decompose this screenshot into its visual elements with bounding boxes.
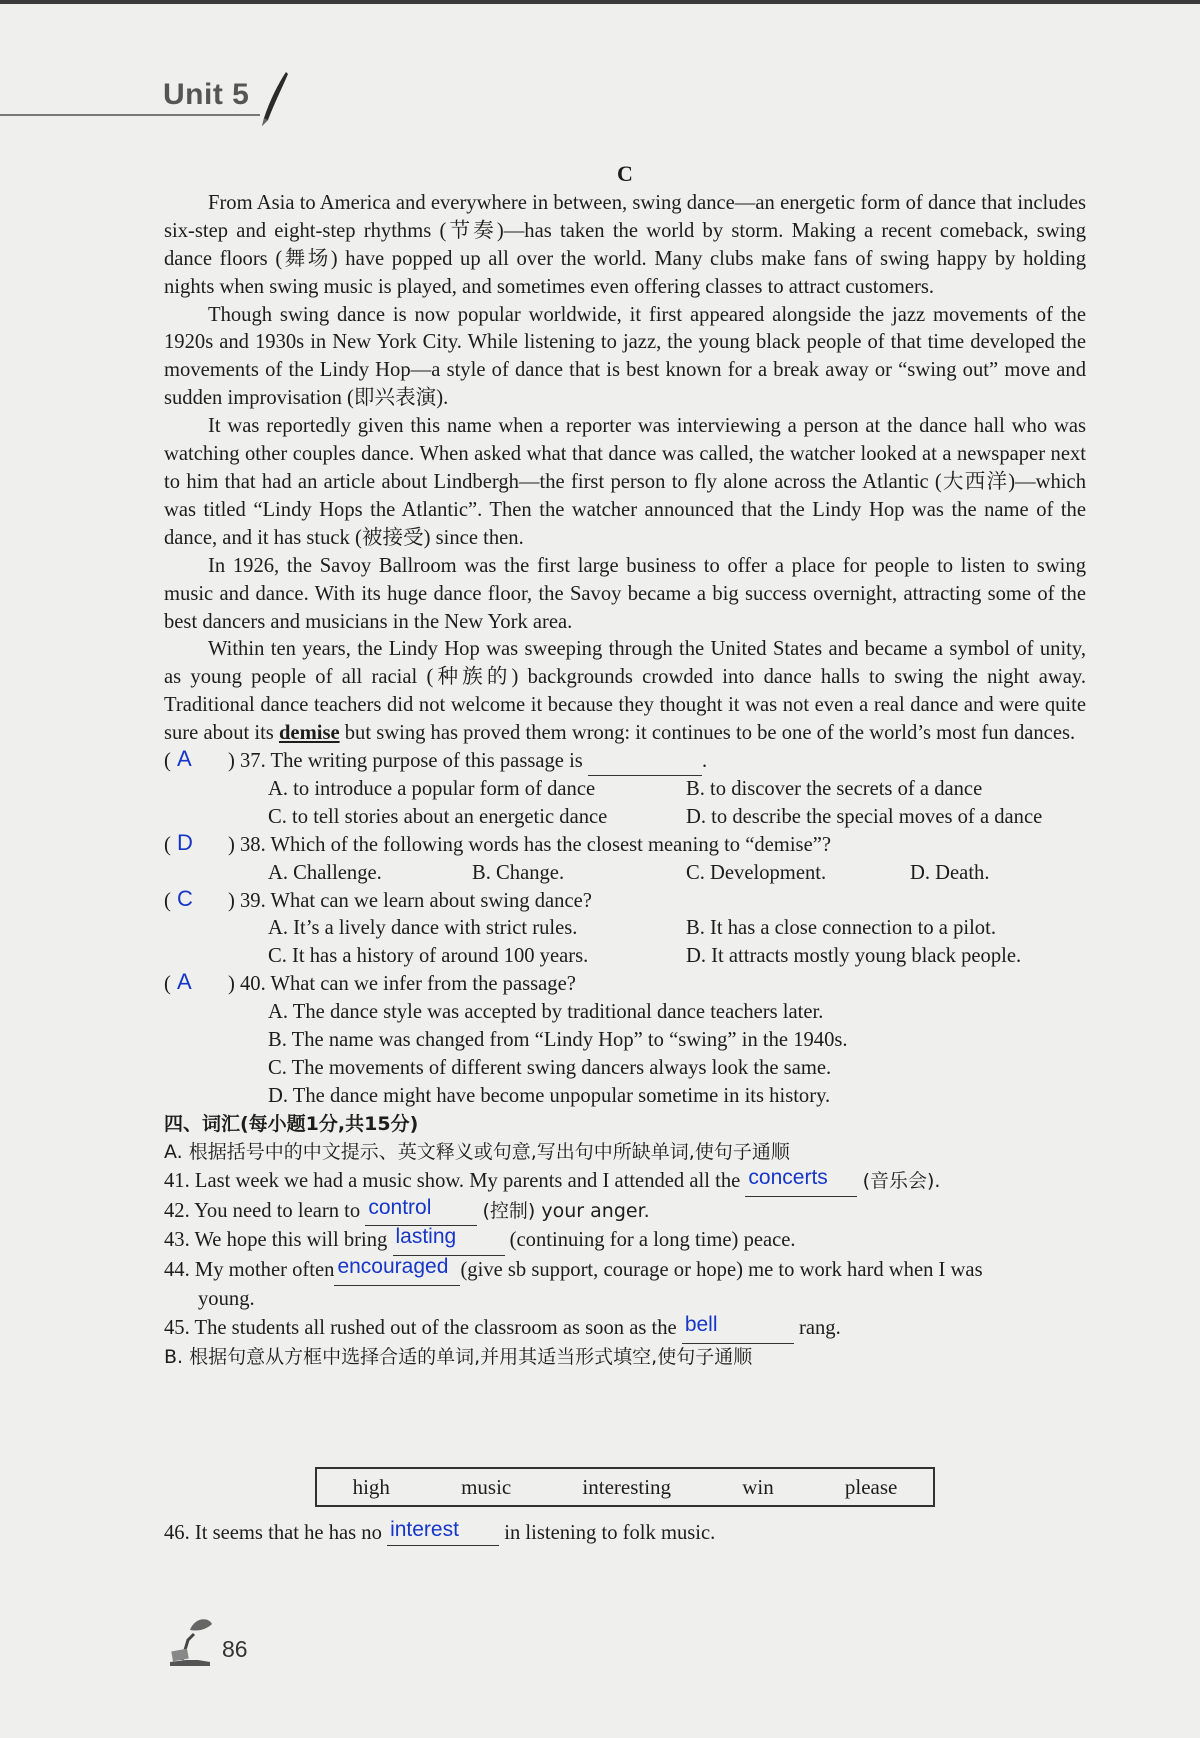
vocab-item-41: 41. Last week we had a music show. My parents and I attended all the concerts (音乐会). xyxy=(164,1167,1086,1197)
option-d: D. Death. xyxy=(910,861,990,884)
answer-blank xyxy=(365,1197,477,1227)
option-c: C. It has a history of around 100 years. xyxy=(268,945,589,968)
question-38 xyxy=(164,829,1086,888)
keyword-demise: demise xyxy=(278,722,340,745)
paragraph-2: Though swing dance is now popular worldwide, it first appeared alongside the jazz movements of the 1920s and 1930s in New York City. While listening to jazz, the young black people of that time developed the movements of the Lindy Hop—a style of dance that is best known for a break away or “swing out” move and sudden improvisation (即兴表演). xyxy=(164,303,1086,410)
handwritten-answer: concerts xyxy=(748,1165,828,1189)
option-c: C. The movements of different swing dancers always look the same. xyxy=(268,1057,832,1079)
paragraph-5 xyxy=(164,636,1086,748)
option-b: B. to discover the secrets of a dance xyxy=(686,777,983,800)
handwritten-answer: C xyxy=(177,885,193,911)
option-a: A. The dance style was accepted by traditional dance teachers later. xyxy=(268,1001,824,1024)
answer-blank xyxy=(588,753,702,776)
answer-blank xyxy=(334,1256,460,1286)
question-39 xyxy=(164,885,1086,972)
vocab-item-44: 44. My mother often encouraged (give sb support, courage or hope) me to work hard when I was young. xyxy=(164,1255,983,1311)
handwritten-answer: lasting xyxy=(395,1225,457,1249)
question-40 xyxy=(164,971,1086,1111)
question-stem: What can we infer from the passage? xyxy=(270,973,576,996)
word-box xyxy=(315,1467,935,1507)
question-number: ) 40. xyxy=(228,973,266,996)
option-d: D. It attracts mostly young black people. xyxy=(686,945,1022,968)
option-b: B. The name was changed from “Lindy Hop” to “swing” in the 1940s. xyxy=(268,1029,848,1052)
paragraph-1: From Asia to America and everywhere in between, swing dance—an energetic form of dance that includes six-step and eight-step rhythms (节奏)—has taken the world by storm. Making a recent comeback, swing dance floors (舞场) have popped up all over the world. Many clubs make fans of swing happy by holding nights when swing music is played, and sometimes even offering classes to attract customers. xyxy=(164,191,1086,298)
handwritten-answer: interest xyxy=(390,1518,459,1541)
handwritten-answer: D xyxy=(177,829,193,855)
vocab-item-45: 45. The students all rushed out of the classroom as soon as the bell rang. xyxy=(164,1314,1086,1344)
vocab-item-46: 46. It seems that he has no interest in listening to folk music. xyxy=(164,1518,716,1544)
handwritten-answer: A xyxy=(177,746,192,772)
word-box-item: music xyxy=(461,1474,512,1499)
section-title: C xyxy=(617,161,633,186)
option-b: B. It has a close connection to a pilot. xyxy=(686,917,996,940)
answer-blank xyxy=(387,1518,499,1546)
answer-blank xyxy=(393,1226,505,1256)
option-c: C. to tell stories about an energetic dance xyxy=(268,805,608,828)
reading-lamp-icon xyxy=(164,1610,216,1670)
answer-paren: ( A xyxy=(164,969,192,996)
page-footer xyxy=(164,1610,216,1675)
header-rule xyxy=(0,114,260,116)
option-a: A. Challenge. xyxy=(268,861,382,884)
option-d: D. The dance might have become unpopular sometime in its history. xyxy=(268,1084,831,1107)
reading-passage xyxy=(164,160,1086,1372)
answer-blank xyxy=(682,1314,794,1344)
question-37: ( A ) 37. The writing purpose of this passage is . A. to introduce a popular form of dance B. to discover the secrets of a dance C. to tell stories about an energetic dance D. to describe the special moves of a dance xyxy=(164,748,1086,832)
page-header xyxy=(0,72,1200,132)
vocab-part-a-instruction: A. 根据括号中的中文提示、英文释义或句意,写出句中所缺单词,使句子通顺 xyxy=(164,1140,790,1163)
paragraph-3: It was reportedly given this name when a reporter was interviewing a person at the dance hall who was watching other couples dance. When asked what that dance was called, the watcher looked at a newspaper next to him that had an article about Lindbergh—the first person to fly alone across the Atlantic (大西洋)—which was titled “Lindy Hops the Atlantic”. Then the watcher announced that the Lindy Hop was the name of the dance, and it has stuck (被接受) since then. xyxy=(164,415,1086,549)
option-c: C. Development. xyxy=(686,861,827,884)
handwritten-answer: encouraged xyxy=(337,1255,449,1279)
paragraph-4: In 1926, the Savoy Ballroom was the first large business to offer a place for people to listen to swing music and dance. With its huge dance floor, the Savoy became a big success overnight, attracting some of the best dancers and musicians in the New York area. xyxy=(164,554,1086,633)
vocab-part-b-instruction: B. 根据句意从方框中选择合适的单词,并用其适当形式填空,使句子通顺 xyxy=(164,1346,753,1369)
handwritten-answer: A xyxy=(177,969,192,995)
question-stem: What can we learn about swing dance? xyxy=(270,889,592,912)
question-number: ) 39. xyxy=(228,889,266,912)
answer-paren: ( C xyxy=(164,885,193,912)
option-d: D. to describe the special moves of a dance xyxy=(686,805,1043,828)
handwritten-answer: bell xyxy=(684,1313,718,1337)
word-box-item: please xyxy=(844,1474,898,1499)
option-a: A. to introduce a popular form of dance xyxy=(268,777,596,800)
vocab-heading: 四、词汇(每小题1分,共15分) xyxy=(164,1112,419,1135)
page-number: 86 xyxy=(222,1636,248,1662)
word-box-item: high xyxy=(352,1474,390,1499)
unit-title: Unit 5 xyxy=(163,78,250,111)
question-number: ) 37. xyxy=(228,750,266,773)
word-box-item: interesting xyxy=(582,1474,672,1499)
answer-paren: ( A xyxy=(164,746,192,773)
vocab-item-43: 43. We hope this will bring lasting (continuing for a long time) peace. xyxy=(164,1226,1086,1256)
handwritten-answer: control xyxy=(368,1195,432,1219)
question-stem: The writing purpose of this passage is xyxy=(270,750,583,773)
option-a: A. It’s a lively dance with strict rules. xyxy=(268,917,578,940)
answer-paren: ( D xyxy=(164,829,193,856)
question-number: ) 38. xyxy=(228,833,266,856)
top-border xyxy=(0,0,1200,4)
question-stem: Which of the following words has the closest meaning to “demise”? xyxy=(270,833,831,856)
word-box-item: win xyxy=(742,1474,774,1499)
paragraph-5-text-end: but swing has proved them wrong: it continues to be one of the world’s most fun dances. xyxy=(339,722,1076,745)
vocab-item-42: 42. You need to learn to control (控制) your anger. xyxy=(164,1197,1086,1227)
answer-blank xyxy=(745,1167,857,1197)
option-b: B. Change. xyxy=(472,861,565,884)
pen-icon xyxy=(258,70,290,128)
paragraph-5-text: Within ten years, the Lindy Hop was sweeping through the United States and became a symbol of unity, as young people of all racial (种族的) backgrounds crowded into dance halls to swing the night away. Traditional dance teachers did not welcome it because they thought it was not even a real dance and were quite sure about its xyxy=(164,638,1086,745)
